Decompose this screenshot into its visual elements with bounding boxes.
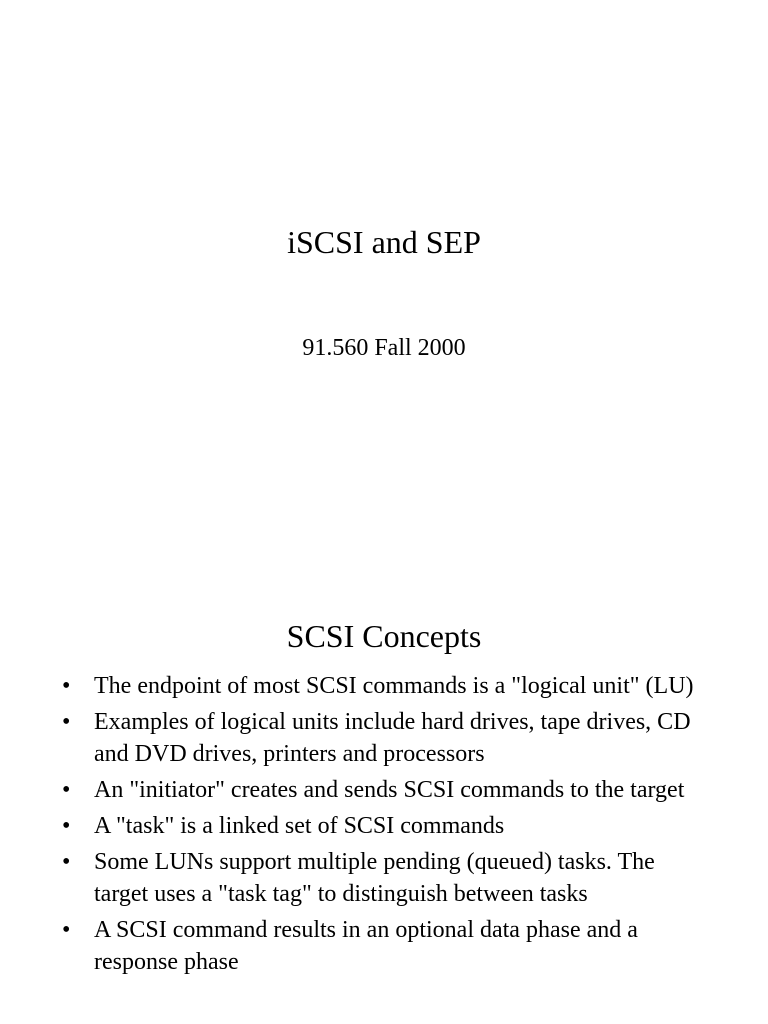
list-item bbox=[62, 774, 712, 806]
bullet-list bbox=[62, 670, 712, 982]
list-item bbox=[62, 670, 712, 702]
bullet-icon: • bbox=[62, 673, 71, 699]
list-item bbox=[62, 846, 712, 910]
bullet-icon: • bbox=[62, 813, 71, 839]
bullet-text: A SCSI command results in an optional data phase and a response phase bbox=[94, 917, 638, 975]
list-item bbox=[62, 914, 712, 978]
slide-1-title: iSCSI and SEP bbox=[287, 224, 481, 260]
bullet-icon: • bbox=[62, 777, 71, 803]
bullet-icon: • bbox=[62, 849, 71, 875]
bullet-icon: • bbox=[62, 917, 71, 943]
bullet-text: The endpoint of most SCSI commands is a "logical unit" (LU) bbox=[94, 673, 694, 699]
bullet-icon: • bbox=[62, 709, 71, 735]
slide-2-title: SCSI Concepts bbox=[286, 618, 482, 654]
list-item bbox=[62, 810, 712, 842]
bullet-text: An "initiator" creates and sends SCSI commands to the target bbox=[94, 777, 685, 803]
bullet-text: Examples of logical units include hard drives, tape drives, CD and DVD drives, printers and processors bbox=[94, 709, 691, 767]
slide-1-subtitle: 91.560 Fall 2000 bbox=[302, 335, 466, 361]
list-item bbox=[62, 706, 712, 770]
bullet-text: A "task" is a linked set of SCSI commands bbox=[94, 813, 505, 839]
bullet-text: Some LUNs support multiple pending (queued) tasks. The target uses a "task tag" to distinguish between tasks bbox=[94, 849, 655, 907]
